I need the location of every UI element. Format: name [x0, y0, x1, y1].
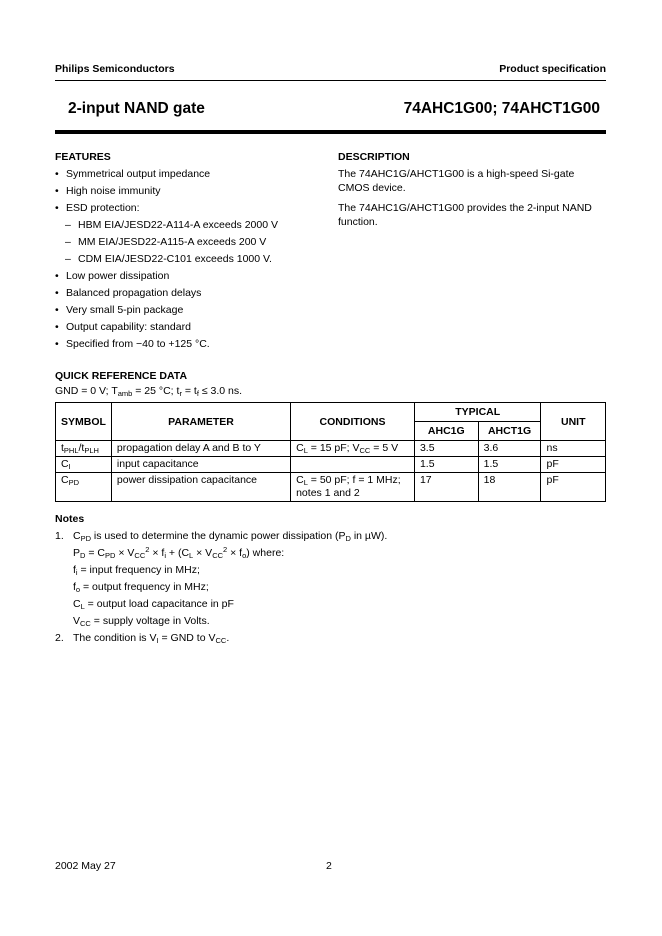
formula-sub: o [242, 551, 247, 560]
cond-sub: f [196, 389, 199, 398]
formula-sup: 2 [223, 545, 228, 554]
cell-ahc: 17 [414, 473, 478, 502]
cond-text: GND = 0 V; T [55, 385, 118, 397]
def-text: = input frequency in MHz; [77, 564, 200, 576]
table-row [56, 441, 606, 457]
list-item: – MM EIA/JESD22-A115-A exceeds 200 V [55, 234, 278, 251]
formula-text: × f [149, 547, 165, 559]
list-item: • Output capability: standard [55, 319, 278, 336]
formula-sub: PD [105, 551, 116, 560]
note-text: is used to determine the dynamic power dissipation (P [91, 530, 346, 542]
note-fi-definition [73, 564, 200, 577]
sym-sub: PHL [63, 446, 79, 455]
sym-sub: PLH [84, 446, 99, 455]
features-heading: FEATURES [55, 151, 111, 163]
cond-text: = 25 °C; t [132, 385, 180, 397]
table-row [56, 457, 606, 473]
def-text: = output frequency in MHz; [80, 581, 209, 593]
cond-sub: CC [359, 446, 371, 455]
table-row [56, 473, 606, 502]
sym-text: t [61, 442, 64, 454]
def-text: C [73, 598, 81, 610]
def-text: V [73, 615, 81, 627]
cond-sub: L [303, 478, 308, 487]
list-item: • ESD protection: [55, 200, 278, 217]
list-item: • Symmetrical output impedance [55, 166, 278, 183]
col-header-conditions: CONDITIONS [291, 403, 415, 441]
features-list [55, 166, 278, 353]
list-item: • Very small 5-pin package [55, 302, 278, 319]
cond-text: ≤ 3.0 ns. [198, 385, 243, 397]
cell-conditions [291, 457, 415, 473]
cell-parameter: input capacitance [111, 457, 290, 473]
notes-heading: Notes [55, 513, 85, 525]
description-paragraph: The 74AHC1G/AHCT1G00 provides the 2-input NAND function. [338, 202, 592, 228]
cell-parameter: power dissipation capacitance [111, 473, 290, 502]
power-formula [73, 547, 284, 560]
note-cl-definition [73, 598, 234, 611]
formula-text: = C [85, 547, 105, 559]
title-rule [55, 130, 606, 134]
cell-unit: ns [541, 441, 606, 457]
formula-text: × f [227, 547, 243, 559]
description-paragraph: The 74AHC1G/AHCT1G00 is a high-speed Si-gate CMOS device. [338, 168, 575, 194]
cell-symbol [56, 457, 112, 473]
sym-text: C [61, 474, 69, 486]
cell-ahct: 3.6 [478, 441, 541, 457]
col-header-unit: UNIT [541, 403, 606, 441]
formula-sub: CC [212, 551, 224, 560]
cell-conditions [291, 441, 415, 457]
def-sub: o [75, 585, 81, 594]
note-number: 2. [55, 632, 64, 644]
note-1-text [73, 530, 387, 543]
col-header-typical: TYPICAL [414, 403, 541, 422]
list-item: • Low power dissipation [55, 268, 278, 285]
document-type: Product specification [499, 63, 606, 75]
cell-conditions [291, 473, 415, 502]
description-body [338, 168, 608, 236]
quick-reference-conditions [55, 383, 242, 400]
cond-text: notes 1 and 2 [296, 487, 360, 499]
col-header-parameter: PARAMETER [111, 403, 290, 441]
list-item: • Specified from −40 to +125 °C. [55, 336, 278, 353]
def-text: f [73, 564, 76, 576]
formula-sub: CC [134, 551, 146, 560]
def-sub: i [75, 568, 78, 577]
note-text: . [226, 632, 230, 644]
formula-text: × V [193, 547, 213, 559]
cond-sub: L [303, 446, 308, 455]
company-name: Philips Semiconductors [55, 63, 175, 75]
cond-text: = 15 pF; V [307, 442, 360, 454]
formula-sub: L [189, 551, 194, 560]
cond-sub: amb [117, 389, 133, 398]
cell-symbol [56, 473, 112, 502]
sym-sub: PD [68, 478, 80, 487]
formula-text: × V [115, 547, 135, 559]
cond-sub: r [179, 389, 182, 398]
formula-text: ) where: [246, 547, 285, 559]
cond-text: = t [181, 385, 197, 397]
def-text: = supply voltage in Volts. [90, 615, 210, 627]
def-sub: L [80, 602, 85, 611]
sym-text: C [61, 458, 69, 470]
header-rule [55, 80, 606, 81]
formula-text: + (C [165, 547, 190, 559]
note-vcc-definition [73, 615, 210, 628]
cond-text: C [296, 442, 304, 454]
footer-date: 2002 May 27 [55, 860, 116, 872]
note-text: in µW). [350, 530, 388, 542]
cond-text: = 5 V [370, 442, 399, 454]
def-text: = output load capacitance in pF [84, 598, 234, 610]
note-number: 1. [55, 530, 64, 542]
cell-symbol [56, 441, 112, 457]
cond-text: = 50 pF; f = 1 MHz; [307, 474, 401, 486]
def-sub: CC [80, 619, 91, 628]
def-text: f [73, 581, 76, 593]
page-title: 2-input NAND gate [68, 100, 205, 117]
note-fo-definition [73, 581, 209, 594]
note-sub: CC [215, 636, 227, 645]
page-number: 2 [326, 860, 332, 872]
cell-parameter: propagation delay A and B to Y [111, 441, 290, 457]
col-header-ahc: AHC1G [414, 422, 478, 441]
table-header-row [56, 403, 606, 422]
formula-sub: i [164, 551, 166, 560]
quick-reference-table [55, 402, 606, 502]
cond-text: C [296, 474, 304, 486]
note-text: The condition is V [73, 632, 157, 644]
col-header-symbol: SYMBOL [56, 403, 112, 441]
cell-ahct: 18 [478, 473, 541, 502]
formula-sub: D [80, 551, 86, 560]
cell-ahc: 1.5 [414, 457, 478, 473]
note-text: = GND to V [158, 632, 216, 644]
note-sub: I [156, 636, 159, 645]
quick-reference-heading: QUICK REFERENCE DATA [55, 370, 188, 382]
cell-ahc: 3.5 [414, 441, 478, 457]
note-text: C [73, 530, 81, 542]
list-item: • High noise immunity [55, 183, 278, 200]
sym-text: /t [78, 442, 85, 454]
list-item: – HBM EIA/JESD22-A114-A exceeds 2000 V [55, 217, 278, 234]
sym-sub: I [68, 462, 71, 471]
description-heading: DESCRIPTION [338, 151, 410, 163]
cell-unit: pF [541, 473, 606, 502]
cell-ahct: 1.5 [478, 457, 541, 473]
note-2-text [73, 632, 229, 645]
list-item: • Balanced propagation delays [55, 285, 278, 302]
col-header-ahct: AHCT1G [478, 422, 541, 441]
formula-sup: 2 [145, 545, 150, 554]
note-sub: PD [80, 534, 92, 543]
list-item: – CDM EIA/JESD22-C101 exceeds 1000 V. [55, 251, 278, 268]
formula-text: P [73, 547, 81, 559]
cell-unit: pF [541, 457, 606, 473]
note-sub: D [345, 534, 351, 543]
part-numbers: 74AHC1G00; 74AHCT1G00 [403, 100, 600, 117]
